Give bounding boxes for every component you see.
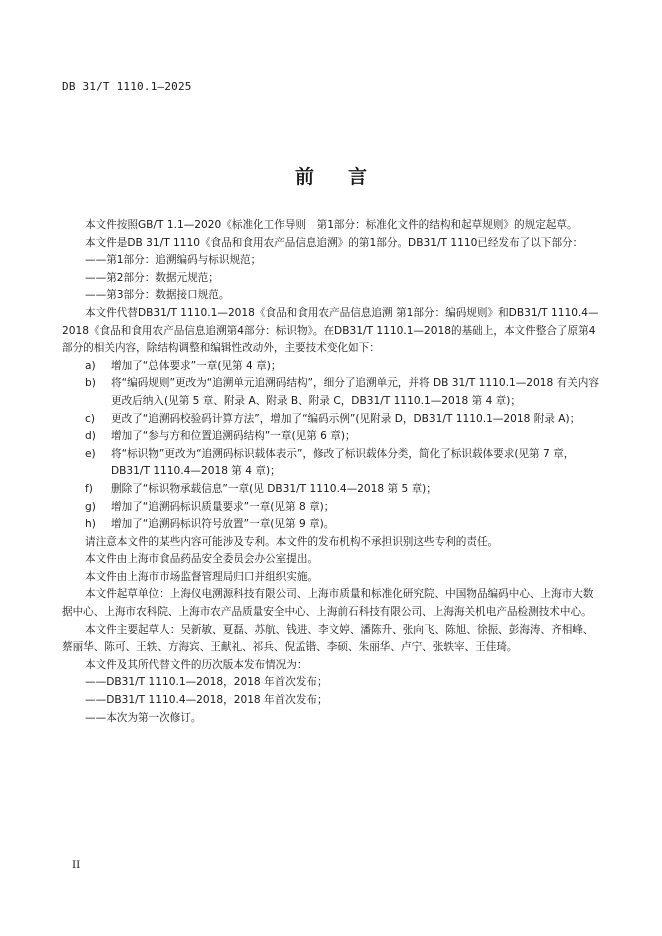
document-number: DB 31/T 1110.1—2025: [62, 80, 192, 93]
paragraph-patent-notice: 请注意本文件的某些内容可能涉及专利。本文件的发布机构不承担识别这些专利的责任。: [85, 535, 499, 548]
list-item-text: 更改了“追溯码校验码计算方法”，增加了“编码示例”(见附录 D，DB31/T 1110.1—2018 附录 A)；: [111, 412, 581, 425]
list-item-text: 删除了“标识物承载信息”一章(见 DB31/T 1110.4—2018 第 5 章)；: [111, 482, 437, 495]
paragraph-administrator: 本文件由上海市市场监督管理局归口并组织实施。: [85, 570, 319, 583]
list-item-change: [62, 446, 604, 481]
list-marker: h): [85, 518, 96, 531]
list-marker: f): [85, 482, 93, 495]
list-item-change: [62, 499, 604, 517]
paragraph-drafters: 本文件主要起草人：吴新敏、夏磊、苏航、钱进、李文婷、潘陈升、张向飞、陈旭、徐振、彭海涛、齐相峰、蔡丽华、陈可、王轶、方海宾、王献礼、祁兵、倪孟锴、李硕、朱丽华、卢宁、张轶宰、王佳琦。: [62, 623, 594, 654]
document-body: [62, 217, 604, 727]
list-item-text: 将“编码规则”更改为“追溯单元追溯码结构”，细分了追溯单元，并将 DB 31/T 1110.1—2018 有关内容更改后纳入(见第 5 章、附录 A、附录 B、附录 C，DB31/T 1110.1—2018 第 4 章)；: [111, 377, 599, 407]
list-item-change: [62, 516, 604, 534]
list-marker: e): [85, 447, 96, 460]
list-item-part: ——第1部分：追溯编码与标识规范；: [85, 254, 262, 267]
list-item-history: ——DB31/T 1110.4—2018，2018 年首次发布；: [85, 694, 328, 707]
list-item-change: [62, 358, 604, 376]
list-item-change: [62, 428, 604, 446]
list-marker: b): [85, 377, 96, 390]
list-item-text: 增加了“总体要求”一章(见第 4 章)；: [111, 359, 282, 372]
list-marker: c): [85, 412, 95, 425]
list-item-change: [62, 375, 604, 410]
paragraph-drafting-basis: 本文件按照GB/T 1.1—2020《标准化工作导则 第1部分：标准化文件的结构和起草规则》的规定起草。: [85, 219, 578, 231]
list-item-text: 将“标识物”更改为“追溯码标识载体表示”，修改了标识载体分类，简化了标识载体要求(见第 7 章，DB31/T 1110.4—2018 第 4 章)；: [111, 447, 575, 478]
paragraph-drafting-units: 本文件起草单位：上海仪电溯源科技有限公司、上海市质量和标准化研究院、中国物品编码中心、上海市大数据中心、上海市农科院、上海市农产品质量安全中心、上海前石科技有限公司、上海海关机电产品检测技术中心。: [62, 588, 594, 619]
list-item-history: ——DB31/T 1110.1—2018，2018 年首次发布；: [85, 676, 328, 689]
list-marker: a): [85, 359, 96, 372]
paragraph-proposer: 本文件由上海市食品药品安全委员会办公室提出。: [85, 553, 319, 566]
page-number: II: [72, 859, 81, 871]
list-item-text: 增加了“参与方和位置追溯码结构”一章(见第 6 章)；: [111, 430, 356, 443]
list-item-change: [62, 411, 604, 429]
list-item-history: ——本次为第一次修订。: [85, 711, 202, 724]
list-item-part: ——第3部分：数据接口规范。: [85, 289, 230, 302]
list-marker: g): [85, 500, 96, 513]
page-title: 前言: [294, 166, 401, 188]
paragraph-history-intro: 本文件及其所代替文件的历次版本发布情况为：: [85, 658, 308, 671]
list-item-change: [62, 481, 604, 499]
list-item-text: 增加了“追溯码标识符号放置”一章(见第 9 章)。: [111, 518, 335, 531]
list-item-text: 增加了“追溯码标识质量要求”一章(见第 8 章)；: [111, 500, 335, 513]
list-marker: d): [85, 430, 96, 443]
paragraph-replacement: 本文件代替DB31/T 1110.1—2018《食品和食用农产品信息追溯 第1部分：编码规则》和DB31/T 1110.4—2018《食品和食用农产品信息追溯第4部分：标识物》。在DB31/T 1110.1—2018的基础上，本文件整合了原第4部分的相关内容，除结构调整和编辑性改动外，主要技术变化如下：: [62, 306, 599, 355]
paragraph-series-parts: 本文件是DB 31/T 1110《食品和食用农产品信息追溯》的第1部分。DB31/T 1110已经发布了以下部分：: [85, 236, 584, 249]
list-item-part: ——第2部分：数据元规范；: [85, 271, 219, 284]
